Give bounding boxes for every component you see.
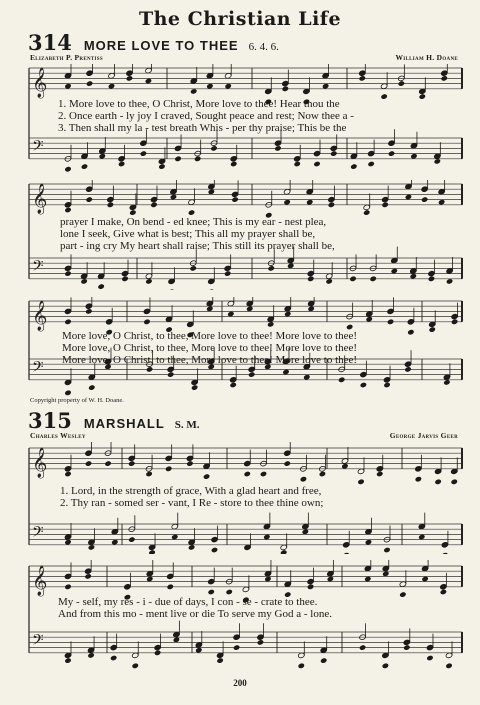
note-head — [165, 466, 172, 472]
note-head — [441, 552, 448, 554]
hymn-315-s1-verse-2: 2. Thy ran - somed ser - vant, I Re - store to thee thine own; — [60, 497, 324, 509]
note-head — [307, 276, 314, 282]
note-head — [330, 150, 337, 156]
note-head — [381, 202, 388, 208]
note-head — [445, 663, 452, 669]
hymn-314-s1-verse-3: 3. Then shall my la - test breath Whis - per thy praise; This be the — [58, 122, 347, 134]
note-head — [350, 163, 357, 169]
note-head — [110, 655, 117, 661]
note-head — [104, 460, 111, 466]
note-head — [84, 568, 91, 574]
note-head — [208, 289, 215, 290]
note-head — [143, 308, 150, 314]
note-head — [282, 80, 289, 86]
note-head — [367, 161, 374, 167]
note-head — [64, 265, 71, 271]
note-head — [383, 377, 390, 383]
note-head — [224, 270, 231, 276]
note-head — [64, 573, 71, 579]
note-head — [118, 161, 125, 167]
note-head — [338, 377, 345, 383]
note-head — [429, 326, 436, 332]
note-head — [191, 384, 198, 390]
hymn-314-meter: 6. 4. 6. — [248, 41, 279, 53]
hymn-315-title: MARSHALL — [83, 416, 165, 431]
note-head — [167, 584, 174, 590]
note-head — [233, 644, 240, 650]
note-head — [158, 163, 165, 169]
note-head — [229, 382, 236, 388]
note-head — [428, 276, 435, 282]
note-head — [233, 634, 240, 640]
hymn-314-s2-verse-1: prayer I make, On bend - ed knee; This is my ear - nest plea, — [60, 216, 327, 228]
note-head — [307, 270, 314, 276]
note-head — [407, 329, 414, 335]
hymn-314-composer: William H. Doane — [395, 53, 458, 62]
note-head — [86, 196, 93, 202]
note-head — [64, 390, 71, 396]
note-head — [64, 584, 71, 590]
note-head — [415, 466, 422, 472]
note-head — [208, 589, 215, 595]
note-head — [85, 450, 92, 456]
hymn-314-s2-verse-2: lone I seek, Give what is best; This all my prayer shall be, — [60, 228, 316, 240]
note-head — [404, 366, 411, 372]
note-head — [145, 471, 152, 477]
treble-clef-icon: 𝄞 — [32, 565, 48, 596]
note-head — [146, 366, 153, 372]
note-head — [211, 536, 218, 542]
note-head — [257, 634, 264, 640]
note-head — [383, 547, 390, 553]
note-head — [349, 276, 356, 282]
note-head — [320, 657, 327, 663]
note-head — [343, 542, 350, 548]
note-head — [268, 265, 275, 271]
note-head — [282, 86, 289, 92]
note-head — [428, 270, 435, 276]
note-head — [451, 479, 458, 485]
note-head — [300, 476, 307, 482]
hymn-315-heading — [28, 408, 200, 433]
note-head — [230, 156, 237, 162]
note-head — [260, 471, 267, 477]
note-head — [415, 476, 422, 482]
note-head — [64, 308, 71, 314]
hymn-315-s1-verse-1: 1. Lord, in the strength of grace, With a glad heart and free, — [60, 485, 322, 497]
note-head — [440, 589, 447, 595]
note-head — [382, 663, 389, 669]
hymn-314-number: 314 — [28, 30, 72, 55]
note-head — [208, 578, 215, 584]
note-head — [150, 202, 157, 208]
hymn-315-number: 315 — [28, 408, 72, 433]
note-head — [211, 547, 218, 553]
note-head — [121, 276, 128, 282]
note-head — [86, 186, 93, 192]
note-head — [190, 265, 197, 271]
note-head — [84, 573, 91, 579]
hymn-314-author: Elizabeth P. Prentiss — [30, 53, 103, 62]
note-head — [64, 319, 71, 325]
note-head — [399, 591, 406, 597]
hymn-315-meter: S. M. — [174, 419, 200, 431]
note-head — [383, 382, 390, 388]
note-head — [426, 655, 433, 661]
note-head — [167, 371, 174, 377]
note-head — [284, 450, 291, 456]
note-head — [128, 460, 135, 466]
note-head — [226, 589, 233, 595]
note-head — [64, 471, 71, 477]
note-head — [388, 150, 395, 156]
hymn-315-s2-verse-1: My - self, my res - i - due of days, I con - se - crate to thee. — [58, 596, 318, 608]
note-head — [419, 93, 426, 99]
note-head — [294, 161, 301, 167]
note-head — [369, 276, 376, 282]
note-head — [118, 156, 125, 162]
hymn-314-s1-verse-2: 2. Once earth - ly joy I craved, Sought peace and rest; Now thee a - — [58, 110, 354, 122]
note-head — [86, 80, 93, 86]
note-head — [360, 382, 367, 388]
hymn-314-s2-verse-3: part - ing cry My heart shall raise; This still its prayer shall be, — [60, 240, 335, 252]
note-head — [126, 75, 133, 81]
note-head — [421, 186, 428, 192]
note-head — [121, 270, 128, 276]
note-head — [380, 93, 387, 99]
note-head — [194, 156, 201, 162]
note-head — [231, 191, 238, 197]
note-head — [167, 573, 174, 579]
note-head — [244, 471, 251, 477]
note-head — [88, 384, 95, 390]
note-head — [403, 639, 410, 645]
note-head — [407, 319, 414, 325]
note-head — [319, 471, 326, 477]
note-head — [210, 145, 217, 151]
note-head — [451, 319, 458, 325]
hymn-314-title: MORE LOVE TO THEE — [83, 38, 239, 53]
bass-clef-icon: 𝄢 — [32, 257, 44, 279]
hymn-314-s3-verse-1: More love, O Christ, to thee, More love to thee! More love to thee! — [62, 330, 358, 342]
note-head — [107, 196, 114, 202]
note-head — [85, 308, 92, 314]
treble-clef-icon: 𝄞 — [32, 183, 48, 214]
hymn-314-s3-verse-3: More love, O Christ, to thee, More love to thee! More love to thee! — [62, 354, 358, 366]
note-head — [231, 196, 238, 202]
note-head — [359, 75, 366, 81]
note-head — [257, 639, 264, 645]
note-head — [188, 209, 195, 215]
note-head — [107, 202, 114, 208]
note-head — [64, 207, 71, 213]
note-head — [434, 479, 441, 485]
note-head — [97, 283, 104, 289]
note-head — [441, 75, 448, 81]
note-head — [387, 308, 394, 314]
note-head — [426, 644, 433, 650]
note-head — [132, 663, 139, 669]
note-head — [174, 145, 181, 151]
note-head — [328, 196, 335, 202]
note-head — [143, 319, 150, 325]
note-head — [274, 145, 281, 151]
bass-clef-icon: 𝄢 — [32, 137, 44, 159]
page-number: 200 — [233, 678, 247, 688]
note-head — [421, 196, 428, 202]
note-head — [244, 460, 251, 466]
note-head — [307, 578, 314, 584]
note-head — [381, 196, 388, 202]
treble-clef-icon: 𝄞 — [32, 300, 48, 331]
note-head — [124, 584, 131, 590]
note-head — [387, 319, 394, 325]
hymn-314-copyright: Copyright property of W. H. Doane. — [30, 397, 124, 404]
hymn-314-s1-verse-1: 1. More love to thee, O Christ, More love to thee! Hear thou the — [58, 98, 340, 110]
note-head — [248, 366, 255, 372]
note-head — [284, 460, 291, 466]
note-head — [85, 460, 92, 466]
bass-clef-icon: 𝄢 — [32, 358, 44, 380]
note-head — [274, 140, 281, 146]
note-head — [403, 644, 410, 650]
note-head — [404, 361, 411, 367]
note-head — [398, 80, 405, 86]
note-head — [441, 70, 448, 76]
note-head — [140, 150, 147, 156]
note-head — [126, 70, 133, 76]
note-head — [150, 196, 157, 202]
note-head — [328, 202, 335, 208]
note-head — [313, 161, 320, 167]
note-head — [248, 371, 255, 377]
hymn-315-s2-verse-2: And from this mo - ment live or die To serve my God a - lone. — [58, 608, 332, 620]
note-head — [174, 156, 181, 162]
note-head — [167, 366, 174, 372]
note-head — [224, 265, 231, 271]
note-head — [360, 371, 367, 377]
note-head — [128, 455, 135, 461]
note-head — [64, 270, 71, 276]
note-head — [313, 150, 320, 156]
note-head — [330, 145, 337, 151]
note-head — [294, 156, 301, 162]
note-head — [64, 466, 71, 472]
note-head — [367, 150, 374, 156]
note-head — [129, 209, 136, 215]
note-head — [298, 663, 305, 669]
note-head — [86, 70, 93, 76]
note-head — [168, 289, 175, 290]
note-head — [230, 161, 237, 167]
note-head — [203, 473, 210, 479]
note-head — [307, 584, 314, 590]
note-head — [81, 163, 88, 169]
hymn-315-author: Charles Wesley — [30, 431, 86, 440]
bass-clef-icon: 𝄢 — [32, 631, 44, 653]
note-head — [441, 542, 448, 548]
note-head — [186, 460, 193, 466]
note-head — [154, 644, 161, 650]
note-head — [165, 455, 172, 461]
note-head — [140, 140, 147, 146]
note-head — [216, 657, 223, 663]
note-head — [154, 650, 161, 656]
note-head — [229, 377, 236, 383]
hymn-314-s3-verse-2: More love, O Christ, to thee, More love to thee! More love to thee! — [62, 342, 358, 354]
note-head — [376, 471, 383, 477]
treble-clef-icon: 𝄞 — [32, 447, 48, 478]
note-head — [451, 313, 458, 319]
bass-clef-icon: 𝄢 — [32, 523, 44, 545]
note-head — [85, 303, 92, 309]
note-head — [363, 209, 370, 215]
note-head — [128, 536, 135, 542]
hymn-315-composer: George Jarvis Geer — [389, 431, 458, 440]
note-head — [105, 319, 112, 325]
note-head — [343, 552, 350, 554]
note-head — [357, 479, 364, 485]
note-head — [440, 584, 447, 590]
note-head — [186, 455, 193, 461]
note-head — [359, 70, 366, 76]
treble-clef-icon: 𝄞 — [32, 67, 48, 98]
note-head — [110, 644, 117, 650]
note-head — [388, 140, 395, 146]
note-head — [359, 644, 366, 650]
note-head — [64, 657, 71, 663]
note-head — [64, 202, 71, 208]
hymn-314-heading — [28, 30, 279, 55]
page-header: The Christian Life — [138, 8, 342, 30]
note-head — [376, 466, 383, 472]
note-head — [64, 166, 71, 172]
